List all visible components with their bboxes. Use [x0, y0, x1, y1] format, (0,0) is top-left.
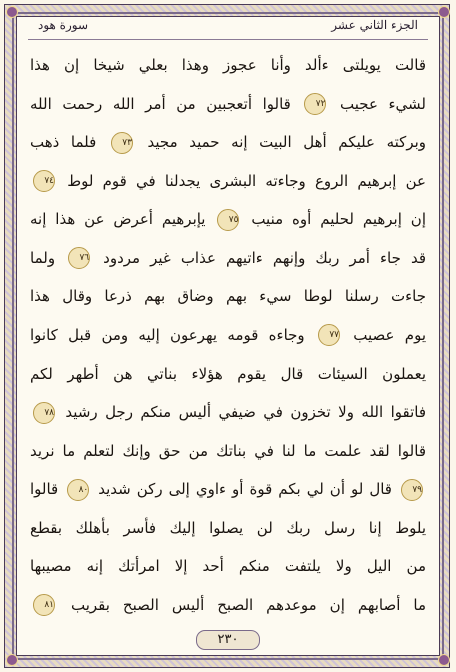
verse-text: فلما ذهب — [30, 133, 108, 152]
text-line — [30, 509, 426, 547]
text-line — [30, 547, 426, 585]
corner-ornament-icon — [6, 654, 18, 666]
quran-text — [30, 46, 426, 624]
text-line — [30, 162, 426, 200]
header-divider — [28, 39, 428, 40]
verse-text: فاتقوا الله ولا تخزون في ضيفي أليس منكم رجل رشيد — [58, 403, 426, 422]
verse-text: قالوا — [30, 480, 65, 499]
verse-text: قد جاء أمر ربك وإنهم ءاتيهم عذاب غير مردود — [93, 248, 426, 267]
ayah-number-marker: ٧٨ — [33, 402, 55, 424]
text-line — [30, 123, 426, 161]
text-line — [30, 316, 426, 354]
ayah-number-marker: ٨٠ — [67, 479, 89, 501]
text-line — [30, 393, 426, 431]
ayah-number-marker: ٧٧ — [318, 324, 340, 346]
verse-text: قالت يويلتى ءألد وأنا عجوز وهذا بعلي شيخا إن هذا — [30, 56, 426, 74]
verse-text: وجاءه قومه يهرعون إليه ومن قبل كانوا — [30, 325, 315, 344]
verse-text: يلوط إنا رسل ربك لن يصلوا إليك فأسر بأهلك بقطع — [30, 518, 426, 537]
ayah-number-marker: ٧٥ — [217, 209, 239, 231]
ayah-number-marker: ٧٩ — [401, 479, 423, 501]
corner-ornament-icon — [6, 6, 18, 18]
ayah-number-marker: ٧٦ — [68, 247, 90, 269]
verse-text: يعملون السيئات قال يقوم هؤلاء بناتي هن أطهر لكم — [30, 364, 426, 383]
verse-text: جاءت رسلنا لوطا سيء بهم وضاق بهم ذرعا وقال هذا — [30, 287, 426, 306]
ayah-number-marker: ٨١ — [33, 594, 55, 616]
page-footer — [0, 630, 456, 652]
ayah-number-marker: ٧٤ — [33, 170, 55, 192]
verse-text: ولما — [30, 248, 66, 267]
text-line — [30, 355, 426, 393]
verse-text: ما أصابهم إن موعدهم الصبح أليس الصبح بقريب — [58, 595, 426, 614]
juz-title: الجزء الثاني عشر — [331, 18, 418, 32]
text-line — [30, 432, 426, 470]
verse-text: يوم عصيب — [342, 325, 426, 344]
verse-text: قالوا لقد علمت ما لنا في بناتك من حق وإنك لتعلم ما نريد — [30, 441, 426, 460]
text-line — [30, 586, 426, 624]
text-line — [30, 46, 426, 84]
verse-text: إن إبرهيم لحليم أوه منيب — [242, 210, 426, 229]
verse-text: يإبرهيم أعرض عن هذا إنه — [30, 210, 215, 229]
surah-title: سورة هود — [38, 18, 89, 32]
verse-text: وبركته عليكم أهل البيت إنه حميد مجيد — [135, 133, 426, 152]
text-line — [30, 470, 426, 508]
verse-text: من اليل ولا يلتفت منكم أحد إلا امرأتك إنه مصيبها — [30, 557, 426, 576]
verse-text: قالوا أتعجبين من أمر الله رحمت الله — [30, 94, 302, 113]
page-number: ٢٣٠ — [196, 630, 260, 650]
corner-ornament-icon — [438, 6, 450, 18]
text-line — [30, 200, 426, 238]
text-line — [30, 239, 426, 277]
corner-ornament-icon — [438, 654, 450, 666]
text-line — [30, 277, 426, 315]
ayah-number-marker: ٧٣ — [111, 132, 133, 154]
verse-text: لشيء عجيب — [329, 94, 426, 113]
verse-text: عن إبرهيم الروع وجاءته البشرى يجدلنا في قوم لوط — [58, 171, 426, 190]
text-line — [30, 85, 426, 123]
ayah-number-marker: ٧٢ — [304, 93, 326, 115]
verse-text: قال لو أن لي بكم قوة أو ءاوي إلى ركن شديد — [92, 480, 398, 499]
